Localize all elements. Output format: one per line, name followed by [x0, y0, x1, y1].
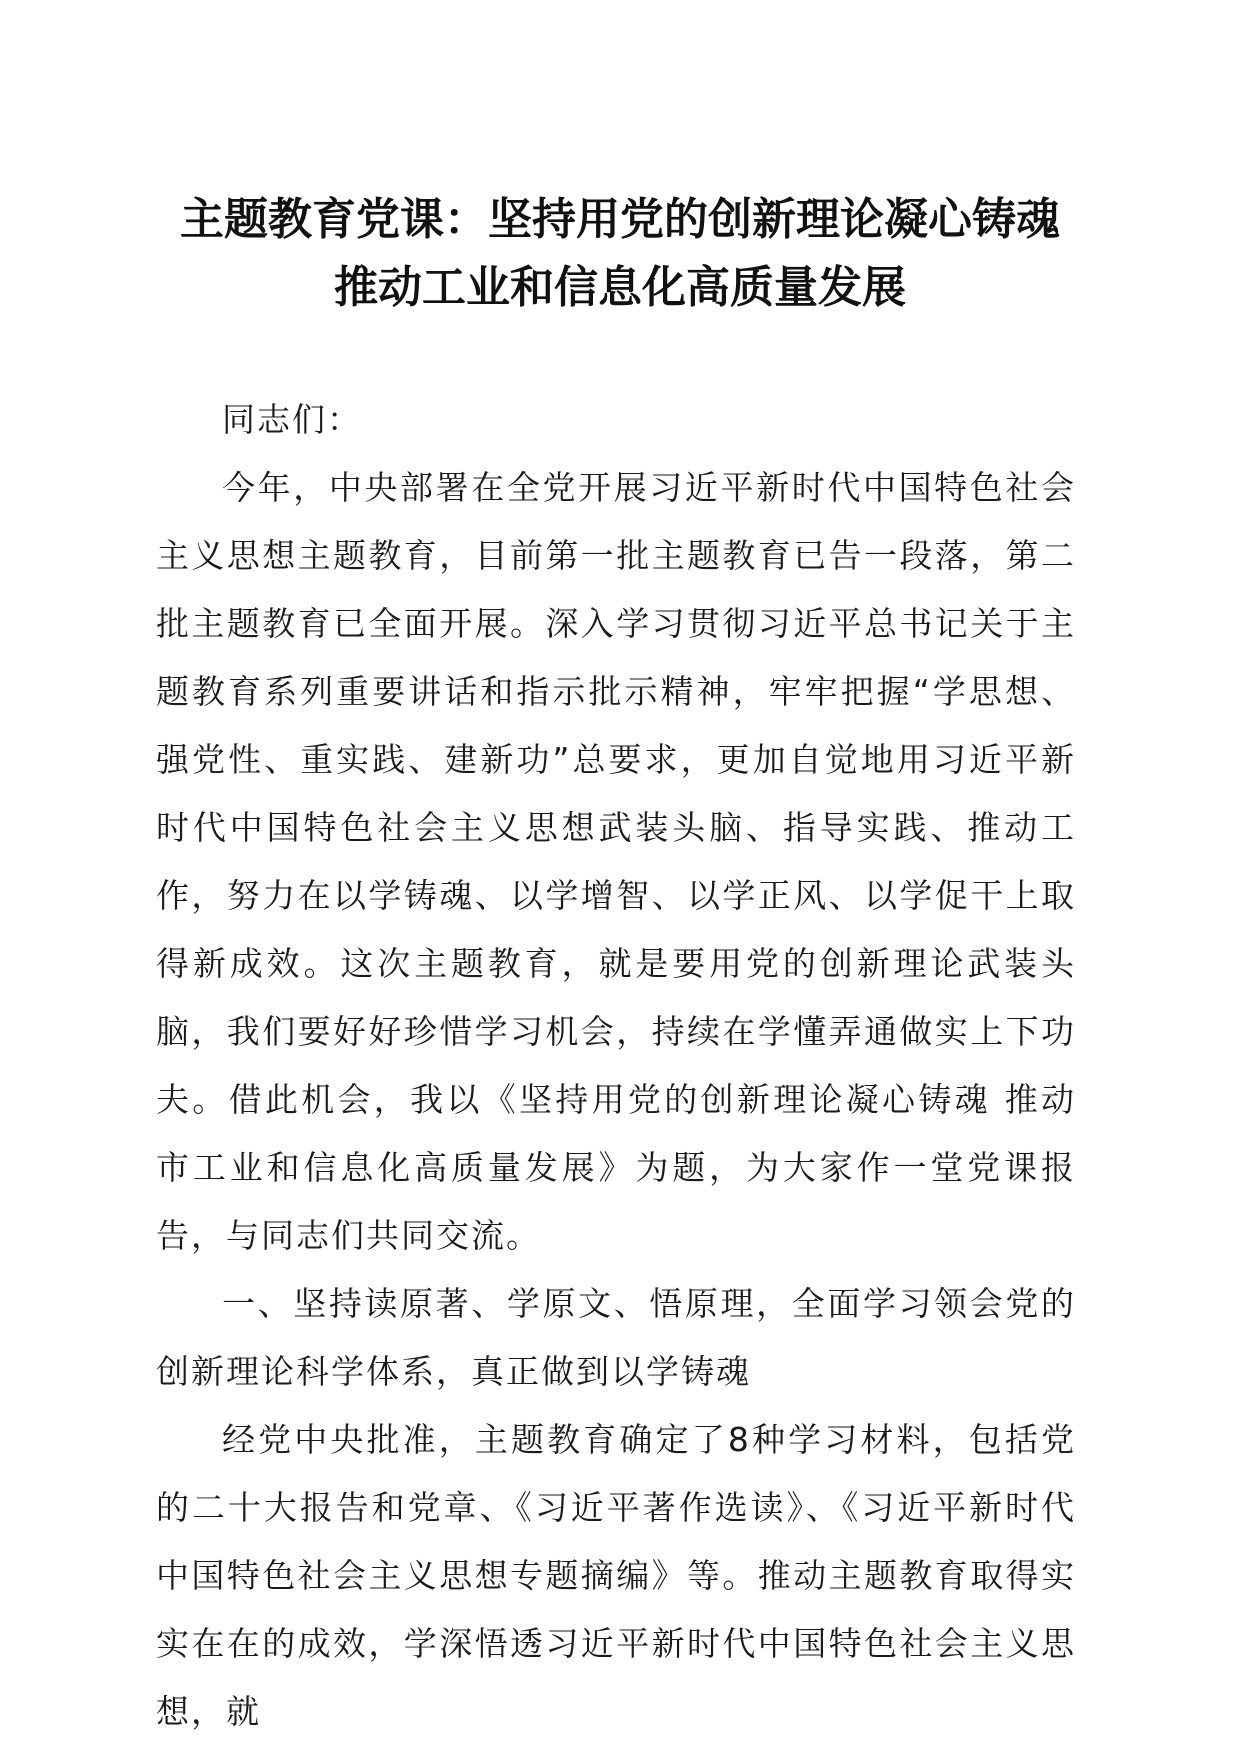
document-title-line-1: 主题教育党课：坚持用党的创新理论凝心铸魂	[180, 194, 1060, 245]
body-paragraph: 经党中央批准，主题教育确定了8种学习材料，包括党的二十大报告和党章、《习近平著作选读》、《习近平新时代中国特色社会主义思想专题摘编》等。推动主题教育取得实实在在的成效，学深悟透习近平新时代中国特色社会主义思想，就	[156, 1420, 1076, 1731]
document-body	[156, 386, 1076, 1746]
section-heading: 一、坚持读原著、学原文、悟原理，全面学习领会党的创新理论科学体系，真正做到以学铸魂	[156, 1284, 1076, 1391]
salutation: 同志们：	[222, 400, 362, 439]
document-title-line-2: 推动工业和信息化高质量发展	[334, 262, 906, 313]
body-paragraph: 今年，中央部署在全党开展习近平新时代中国特色社会主义思想主题教育，目前第一批主题教育已告一段落，第二批主题教育已全面开展。深入学习贯彻习近平总书记关于主题教育系列重要讲话和指示批示精神，牢牢把握“学思想、强党性、重实践、建新功”总要求，更加自觉地用习近平新时代中国特色社会主义思想武装头脑、指导实践、推动工作，努力在以学铸魂、以学增智、以学正风、以学促干上取得新成效。这次主题教育，就是要用党的创新理论武装头脑，我们要好好珍惜学习机会，持续在学懂弄通做实上下功夫。借此机会，我以《坚持用党的创新理论凝心铸魂 推动市工业和信息化高质量发展》为题，为大家作一堂党课报告，与同志们共同交流。	[156, 468, 1076, 1255]
